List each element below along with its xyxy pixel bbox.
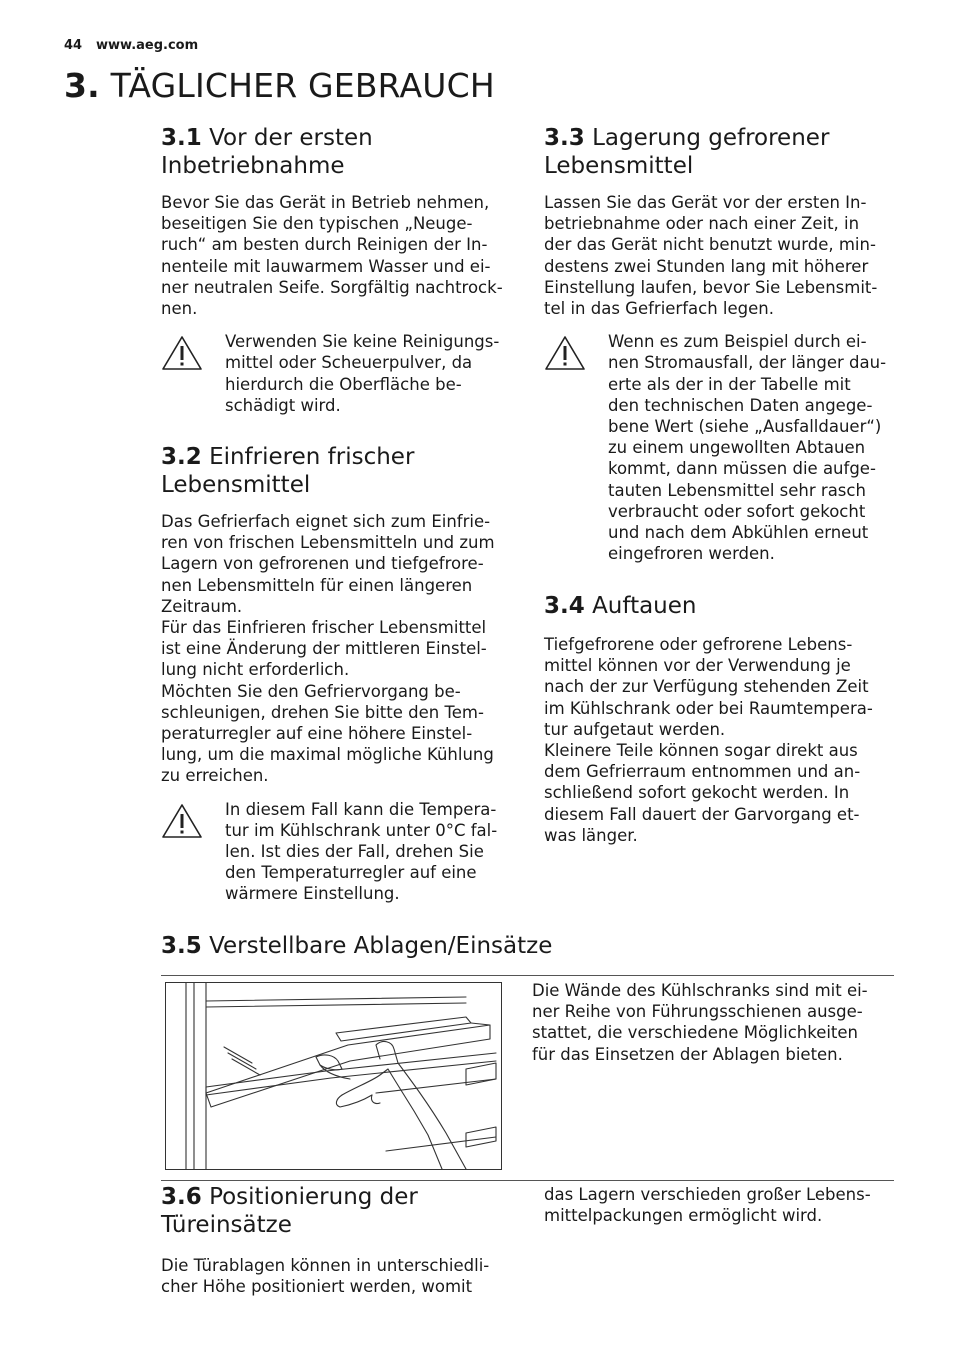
section-title: Auftauen — [592, 593, 697, 619]
page-number: 44 — [64, 38, 83, 53]
section-number: 3.1 — [161, 125, 202, 151]
section-3-5-body — [532, 980, 894, 1065]
section-heading — [161, 1183, 513, 1239]
warning-triangle-icon — [161, 803, 203, 839]
warning-text: Wenn es zum Beispiel durch ei- nen Stromausfall, der länger dau- erte als der in der Tabelle mit den technischen Daten angege- bene Wert (siehe „Ausfalldauer“) zu einem ungewollten Abtauen kommt, dann müssen die aufge- tauten Lebensmittel sehr rasch verbraucht oder sofort gekocht und nach dem Abkühlen erneut eingefroren werden. — [608, 332, 887, 564]
warning-text: In diesem Fall kann die Tempera- tur im Kühlschrank unter 0°C fal- len. Ist dies der Fall, drehen Sie den Temperaturregler auf eine wärmere Einstellung. — [225, 799, 498, 904]
section-title: Vor der ersten Inbetriebnahme — [161, 125, 373, 179]
section-divider — [161, 975, 894, 976]
section-body: Tiefgefrorene oder gefrorene Lebens- mittel können vor der Verwendung je nach der zur Verfügung stehenden Zeit im Kühlschrank oder bei Raumtempera- tur aufgetaut werden. Kleinere Teile können sogar direkt aus dem Gefrierraum entnommen und an- schließend sofort gekocht werden. In diesem Fall dauert der Garvorgang et- was länger. — [544, 635, 873, 845]
section-body: Die Türablagen können in unterschiedli- cher Höhe positioniert werden, womit — [161, 1256, 490, 1297]
section-body-continuation: das Lagern verschieden großer Lebens- mittelpackungen ermöglicht wird. — [544, 1185, 871, 1226]
section-number: 3.3 — [544, 125, 585, 151]
section-number: 3.6 — [161, 1184, 202, 1210]
section-3-5-heading — [161, 932, 894, 960]
section-number: 3.5 — [161, 933, 202, 959]
chapter-title-text: TÄGLICHER GEBRAUCH — [110, 66, 495, 105]
shelf-illustration-drawing — [166, 983, 501, 1169]
section-title: Positionierung der Türeinsätze — [161, 1184, 418, 1238]
warning-triangle-icon — [161, 335, 203, 371]
section-number: 3.2 — [161, 444, 202, 470]
section-3-1 — [161, 124, 513, 416]
section-3-3 — [544, 124, 896, 564]
section-heading — [544, 124, 896, 180]
section-body: Lassen Sie das Gerät vor der ersten In- betriebnahme oder nach einer Zeit, in der das Gerät nicht benutzt wurde, min- destens zwei Stunden lang mit höherer Einstellung laufen, bevor Sie Lebensmit- tel in das Gefrierfach legen. — [544, 193, 878, 319]
warning-box — [161, 331, 513, 416]
shelf-insertion-illustration — [165, 982, 502, 1170]
section-heading — [544, 592, 896, 620]
warning-triangle-icon — [544, 335, 586, 371]
section-3-6-continuation — [544, 1184, 896, 1226]
section-heading — [161, 124, 513, 180]
section-body: Bevor Sie das Gerät in Betrieb nehmen, beseitigen Sie den typischen „Neuge- ruch“ am besten durch Reinigen der In- nenteile mit lauwarmem Wasser und ei- ner neutralen Seife. Sorgfältig nachtrock- nen. — [161, 193, 503, 319]
section-divider — [161, 1180, 894, 1181]
warning-text: Verwenden Sie keine Reinigungs- mittel oder Scheuerpulver, da hierdurch die Oberfläche be- schädigt wird. — [225, 332, 500, 415]
warning-box — [544, 331, 896, 564]
section-title: Einfrieren frischer Lebensmittel — [161, 444, 415, 498]
section-3-2 — [161, 443, 513, 905]
section-title: Lagerung gefrorener Lebensmittel — [544, 125, 830, 179]
warning-box — [161, 799, 513, 905]
section-heading — [161, 932, 894, 960]
section-3-4 — [544, 592, 896, 846]
section-3-6 — [161, 1183, 513, 1297]
chapter-title — [64, 66, 495, 105]
section-body: Das Gefrierfach eignet sich zum Einfrie- ren von frischen Lebensmitteln und zum Lagern von gefrorenen und tiefgefrore- nen Lebensmitteln für einen längeren Zeitraum. Für das Einfrieren frischer Lebensmittel ist eine Änderung der mittleren Einstel- lung nicht erforderlich. Möchten Sie den Gefriervorgang be- schleunigen, drehen Sie bitte den Tem- peraturregler auf eine höhere Einstel- lung, um die maximal mögliche Kühlung zu erreichen. — [161, 512, 495, 786]
section-heading — [161, 443, 513, 499]
section-title: Verstellbare Ablagen/Einsätze — [209, 933, 553, 959]
chapter-number: 3. — [64, 66, 100, 105]
section-number: 3.4 — [544, 593, 585, 619]
website-url: www.aeg.com — [96, 38, 199, 53]
section-body: Die Wände des Kühlschranks sind mit ei- ner Reihe von Führungsschienen ausge- stattet, die verschiedene Möglichkeiten für das Einsetzen der Ablagen bieten. — [532, 981, 868, 1064]
